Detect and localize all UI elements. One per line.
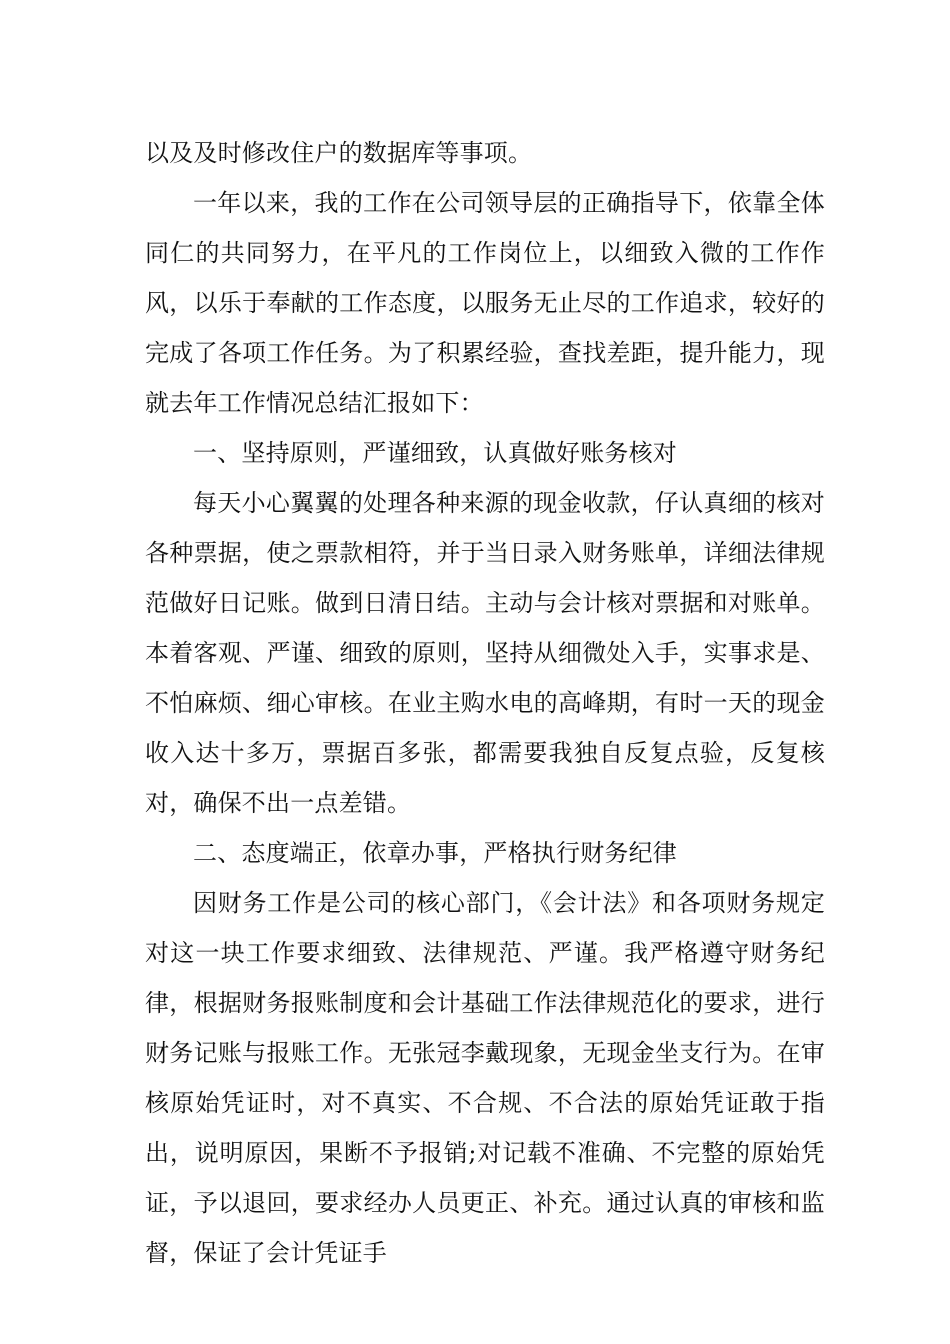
paragraph-intro: 一年以来，我的工作在公司领导层的正确指导下，依靠全体同仁的共同努力，在平凡的工作岗位上，以细致入微的工作作风，以乐于奉献的工作态度，以服务无止尽的工作追求，较好的完成了各项工作任务。为了积累经验，查找差距，提升能力，现就去年工作情况总结汇报如下： <box>145 189 825 417</box>
paragraph-section-1: 每天小心翼翼的处理各种来源的现金收款，仔认真细的核对各种票据，使之票款相符，并于当日录入财务账单，详细法律规范做好日记账。做到日清日结。主动与会计核对票据和对账单。本着客观、严谨、细致的原则，坚持从细微处入手，实事求是、不怕麻烦、细心审核。在业主购水电的高峰期，有时一天的现金收入达十多万，票据百多张，都需要我独自反复点验，反复核对，确保不出一点差错。 <box>145 489 825 817</box>
paragraph-continuation: 以及及时修改住户的数据库等事项。 <box>145 139 533 167</box>
section-heading-2: 二、态度端正，依章办事，严格执行财务纪律 <box>193 839 677 867</box>
document-body <box>145 128 825 1278</box>
paragraph-section-2: 因财务工作是公司的核心部门，《会计法》和各项财务规定对这一块工作要求细致、法律规范、严谨。我严格遵守财务纪律，根据财务报账制度和会计基础工作法律规范化的要求，进行财务记账与报账工作。无张冠李戴现象，无现金坐支行为。在审核原始凭证时，对不真实、不合规、不合法的原始凭证敢于指出，说明原因，果断不予报销;对记载不准确、不完整的原始凭证，予以退回，要求经办人员更正、补充。通过认真的审核和监督，保证了会计凭证手 <box>145 889 825 1267</box>
section-heading-1: 一、坚持原则，严谨细致，认真做好账务核对 <box>193 439 677 467</box>
